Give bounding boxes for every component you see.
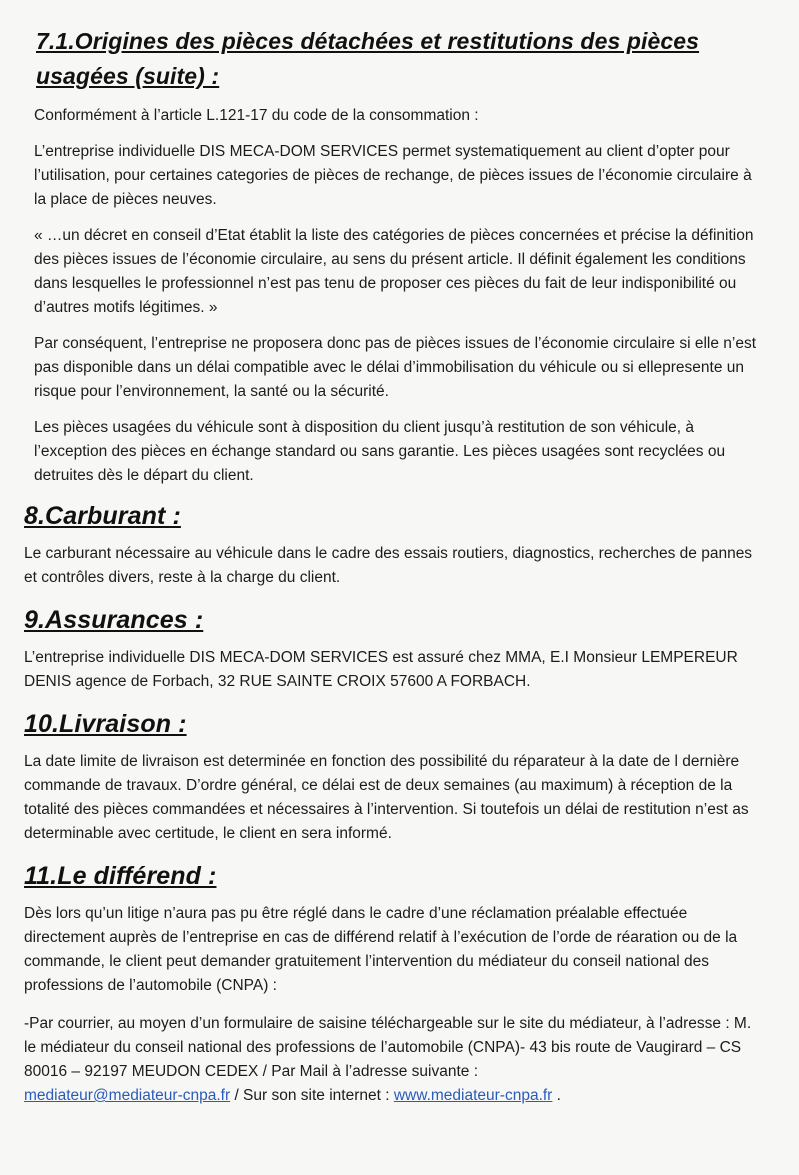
section-9-paragraph: L’entreprise individuelle DIS MECA-DOM SERVICES est assuré chez MMA, E.I Monsieur LEMPEREUR DENIS agence de Forbach, 32 RUE SAINTE CROIX 57600 A FORBACH. xyxy=(24,649,738,690)
mediator-website-link[interactable]: www.mediateur-cnpa.fr xyxy=(393,1087,553,1104)
section-7-1-heading: 7.1.Origines des pièces détachées et restitutions des pièces usagées (suite) : xyxy=(36,28,700,89)
section-11-paragraph-2: -Par courrier, au moyen d’un formulaire de saisine téléchargeable sur le site du médiateur, à l’adresse : M. le médiateur du conseil national des professions de l’automobile (CNPA)- 43 bis route de Vaugirard – CS 80016 – 92197 MEUDON CEDEX / Par Mail à l’adresse suivante : mediateur@mediateur-cnpa.fr / Sur son site internet : www.mediateur-cnpa.fr . xyxy=(24,1015,752,1104)
section-11-paragraph-1: Dès lors qu’un litige n’aura pas pu être réglé dans le cadre d’une réclamation préalable effectuée directement auprès de l’entreprise en cas de différend relatif à l’exécution de l’orde de réaration ou de la commande, le client peut demander gratuitement l’intervention du médiateur du conseil national des professions de l’automobile (CNPA) : xyxy=(24,905,738,994)
mediator-email-link[interactable]: mediateur@mediateur-cnpa.fr xyxy=(24,1087,231,1104)
section-7-1-paragraph-3: Par conséquent, l’entreprise ne proposera donc pas de pièces issues de l’économie circulaire si elle n’est pas disponible dans un délai compatible avec le délai d’immobilisation du véhicule ou si ellepresente un risque pour l’environnement, la santé ou la sécurité. xyxy=(34,335,757,400)
section-7-1-paragraph-1: L’entreprise individuelle DIS MECA-DOM SERVICES permet systematiquement au client d’opter pour l’utilisation, pour certaines categories de pièces de rechange, de pièces issues de l’économie circulaire à la place de pièces neuves. xyxy=(34,143,752,208)
section-11-heading: 11.Le différend : xyxy=(24,862,217,890)
section-8-paragraph: Le carburant nécessaire au véhicule dans le cadre des essais routiers, diagnostics, recherches de pannes et contrôles divers, reste à la charge du client. xyxy=(24,545,753,586)
section-7-1-paragraph-2: « …un décret en conseil d’Etat établit la liste des catégories de pièces concernées et précise la définition des pièces issues de l’économie circulaire, au sens du présent article. Il définit également les conditions dans lesquelles le professionnel n’est pas tenu de proposer ces pièces du fait de leur indisponibilité ou d’autres motifs légitimes. » xyxy=(34,227,754,316)
section-9-heading: 9.Assurances : xyxy=(24,606,204,634)
section-10-paragraph: La date limite de livraison est determinée en fonction des possibilité du réparateur à la date de l dernière commande de travaux. D’ordre général, ce délai est de deux semaines (au maximum) à réception de la totalité des pièces commandées et nécessaires à l’intervention. Si toutefois un délai de restitution n’est as determinable avec certitude, le client en sera informé. xyxy=(24,753,749,842)
section-8-heading: 8.Carburant : xyxy=(24,502,181,530)
section-7-1-intro: Conformément à l’article L.121-17 du code de la consommation : xyxy=(34,107,479,124)
section-10-heading: 10.Livraison : xyxy=(24,710,187,738)
section-7-1-paragraph-4: Les pièces usagées du véhicule sont à disposition du client jusqu’à restitution de son véhicule, à l’exception des pièces en échange standard ou sans garantie. Les pièces usagées sont recyclées ou detruites dès le départ du client. xyxy=(34,419,726,484)
